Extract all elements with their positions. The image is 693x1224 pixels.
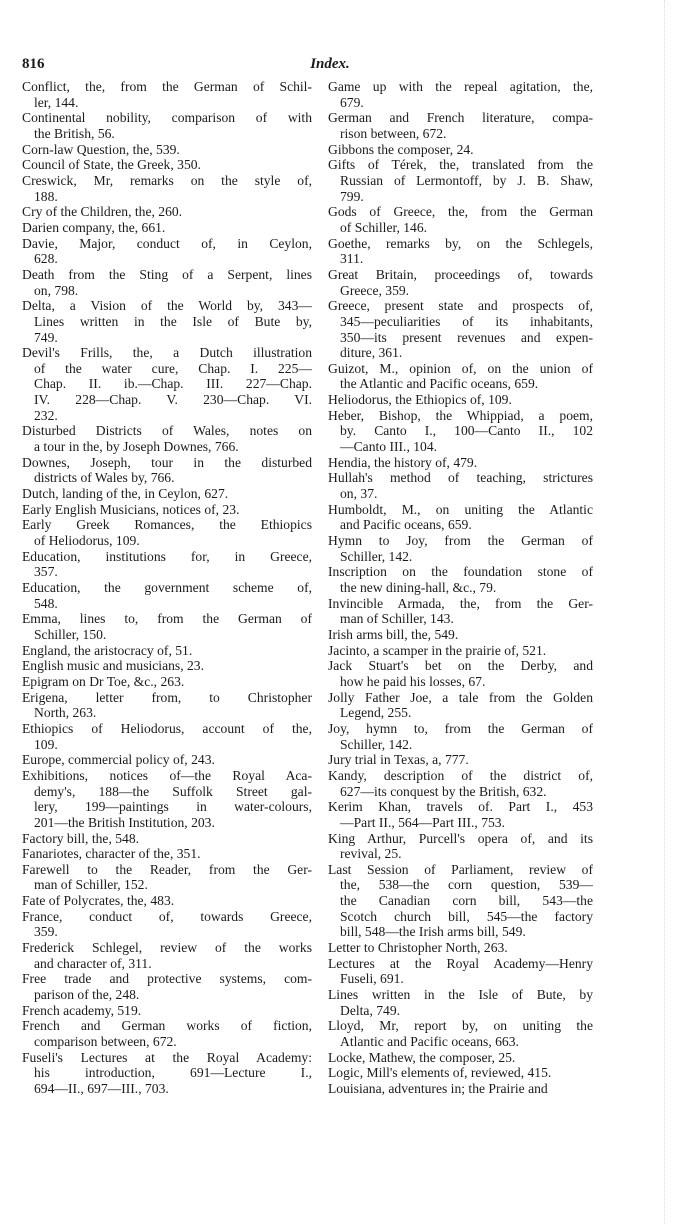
index-entry-heading-line: France, conduct of, towards Greece, [22,908,312,924]
index-entry-heading-line: Heber, Bishop, the Whippiad, a poem, [328,407,593,423]
index-entry-heading-line: Fate of Polycrates, the, 483. [22,893,175,909]
index-entry [22,110,312,141]
index-entry-continuation-line: Lines written in the Isle of Bute by, [34,313,312,329]
index-entry [328,204,593,235]
index-entry-continuation-line: Fuseli, 691. [340,971,404,987]
index-entry [22,752,312,768]
index-entry-heading-line: Devil's Frills, the, a Dutch illustration [22,345,312,361]
index-entry-heading-line: Free trade and protective systems, com- [22,971,312,987]
index-entry-continuation-line: 232. [34,407,58,423]
index-entry-heading-line: Last Session of Parliament, review of [328,861,593,877]
index-entry [328,236,593,267]
index-entry-heading-line: Invincible Armada, the, from the Ger- [328,595,593,611]
index-entry [328,831,593,862]
index-entry [328,470,593,501]
index-entry [328,721,593,752]
index-entry [22,846,312,862]
index-entry-heading-line: Gifts of Térek, the, translated from the [328,157,593,173]
index-entry-heading-line: Early Greek Romances, the Ethiopics [22,517,312,533]
index-entry-heading-line: Delta, a Vision of the World by, 343— [22,298,312,314]
index-entry-heading-line: Europe, commercial policy of, 243. [22,752,215,768]
index-entry-continuation-line: Greece, 359. [340,282,410,298]
index-entry-heading-line: Gibbons the composer, 24. [328,141,474,157]
index-entry [22,971,312,1002]
index-entry-continuation-line: Schiller, 142. [340,548,413,564]
index-entry-continuation-line: the, 538—the corn question, 539— [340,877,593,893]
index-entry-continuation-line: man of Schiller, 152. [34,877,148,893]
index-entry-heading-line: Hendia, the history of, 479. [328,454,478,470]
index-entry-continuation-line: rison between, 672. [340,125,447,141]
index-entry-continuation-line: lery, 199—paintings in water-colours, [34,799,312,815]
index-entry-heading-line: Logic, Mill's elements of, reviewed, 415. [328,1065,552,1081]
index-entry-heading-line: Fanariotes, character of the, 351. [22,846,201,862]
index-entry [328,110,593,141]
index-entry [22,1050,312,1097]
index-entry-continuation-line: parison of the, 248. [34,987,140,1003]
index-entry [328,267,593,298]
index-entry-heading-line: Fuseli's Lectures at the Royal Academy: [22,1049,312,1065]
index-entry-heading-line: England, the aristocracy of, 51. [22,642,193,658]
index-entry [22,643,312,659]
index-entry-heading-line: Lloyd, Mr, report by, on uniting the [328,1018,593,1034]
index-entry-continuation-line: Scotch church bill, 545—the factory [340,908,593,924]
index-entry-continuation-line: how he paid his losses, 67. [340,673,486,689]
index-entry-continuation-line: the British, 56. [34,125,115,141]
index-entry-continuation-line: diture, 361. [340,345,403,361]
index-entry [328,1065,593,1081]
index-entry [22,674,312,690]
index-entry-continuation-line: of Schiller, 146. [340,219,428,235]
index-entry-heading-line: Emma, lines to, from the German of [22,611,312,627]
index-entry-continuation-line: Russian of Lermontoff, by J. B. Shaw, [340,172,593,188]
page-number: 816 [22,56,45,72]
index-entry-heading-line: Great Britain, proceedings of, towards [328,266,593,282]
index-entry [22,423,312,454]
index-entry-heading-line: Hullah's method of teaching, strictures [328,470,593,486]
index-entry [22,893,312,909]
index-entry-heading-line: Inscription on the foundation stone of [328,564,593,580]
index-entry [22,831,312,847]
index-entry-continuation-line: 749. [34,329,58,345]
index-entry [22,298,312,345]
index-entry [328,533,593,564]
index-entry-continuation-line: his introduction, 691—Lecture I., [34,1065,312,1081]
index-entry-continuation-line: Schiller, 142. [340,736,413,752]
index-entry-heading-line: Irish arms bill, the, 549. [328,626,459,642]
index-entry [328,690,593,721]
index-entry [22,157,312,173]
index-entry-heading-line: Cry of the Children, the, 260. [22,204,183,220]
index-entry-heading-line: Farewell to the Reader, from the Ger- [22,861,312,877]
index-entry-heading-line: Jolly Father Joe, a tale from the Golden [328,689,593,705]
index-entry [22,204,312,220]
index-entry-heading-line: Jacinto, a scamper in the prairie of, 521. [328,642,547,658]
index-entry-heading-line: Darien company, the, 661. [22,219,166,235]
index-entry-continuation-line: 109. [34,736,58,752]
index-entry-heading-line: Kerim Khan, travels of. Part I., 453 [328,799,593,815]
index-entry [22,690,312,721]
index-entry [328,1081,593,1097]
index-entry-heading-line: Erigena, letter from, to Christopher [22,689,312,705]
index-entry [22,502,312,518]
index-entry-continuation-line: 311. [340,251,364,267]
running-title: Index. [310,56,350,72]
index-entry [22,220,312,236]
index-entry [328,392,593,408]
index-entry-heading-line: Council of State, the Greek, 350. [22,157,201,173]
index-entry-heading-line: Jack Stuart's bet on the Derby, and [328,658,593,674]
index-entry [328,658,593,689]
index-entry [328,408,593,455]
index-entry [328,940,593,956]
index-entry-continuation-line: IV. 228—Chap. V. 230—Chap. VI. [34,392,312,408]
index-entry-heading-line: Heliodorus, the Ethiopics of, 109. [328,392,512,408]
index-entry [328,799,593,830]
index-entry-heading-line: Kandy, description of the district of, [328,767,593,783]
index-entry-continuation-line: —Canto III., 104. [340,439,438,455]
index-entry-continuation-line: 345—peculiarities of its inhabitants, [340,313,593,329]
index-entry [22,909,312,940]
index-entry-heading-line: King Arthur, Purcell's opera of, and its [328,830,593,846]
index-entry-heading-line: Gods of Greece, the, from the German [328,204,593,220]
index-entry-heading-line: Downes, Joseph, tour in the disturbed [22,454,312,470]
index-entry-continuation-line: 201—the British Institution, 203. [34,814,215,830]
index-entry [22,611,312,642]
index-entry-heading-line: German and French literature, compa- [328,110,593,126]
index-entry-heading-line: Guizot, M., opinion of, on the union of [328,360,593,376]
index-entry [22,173,312,204]
index-entry-continuation-line: the Canadian corn bill, 543—the [340,893,593,909]
index-entry-heading-line: Creswick, Mr, remarks on the style of, [22,172,312,188]
index-entry-continuation-line: on, 798. [34,282,79,298]
index-entry-continuation-line: Schiller, 150. [34,626,107,642]
index-entry-heading-line: Factory bill, the, 548. [22,830,140,846]
index-entry-continuation-line: 679. [340,94,364,110]
index-entry-continuation-line: 357. [34,564,58,580]
index-entry-heading-line: Disturbed Districts of Wales, notes on [22,423,312,439]
index-entry-continuation-line: of the water cure, Chap. I. 225— [34,360,312,376]
index-entry [22,580,312,611]
index-entry-heading-line: Davie, Major, conduct of, in Ceylon, [22,235,312,251]
index-entry [22,658,312,674]
index-entry-continuation-line: districts of Wales by, 766. [34,470,175,486]
index-entry-continuation-line: 694—II., 697—III., 703. [34,1081,169,1096]
index-entry-continuation-line: 350—its present revenues and expen- [340,329,593,345]
index-entry-heading-line: Game up with the repeal agitation, the, [328,79,593,94]
index-entry-heading-line: French and German works of fiction, [22,1018,312,1034]
index-entry-heading-line: Hymn to Joy, from the German of [328,533,593,549]
index-entry-heading-line: Education, institutions for, in Greece, [22,548,312,564]
index-entry-continuation-line: on, 37. [340,486,378,502]
index-entry-heading-line: Louisiana, adventures in; the Prairie and [328,1081,548,1096]
index-entry [328,298,593,361]
index-entry [328,142,593,158]
index-entry-heading-line: Continental nobility, comparison of with [22,110,312,126]
index-entry-heading-line: Locke, Mathew, the composer, 25. [328,1049,516,1065]
index-entry [328,862,593,940]
index-entry-continuation-line: the new dining-hall, &c., 79. [340,580,497,595]
index-entry [328,79,593,110]
index-entry [22,486,312,502]
index-entry-continuation-line: Delta, 749. [340,1002,401,1018]
index-entry [22,1003,312,1019]
index-entry-continuation-line: 799. [340,188,364,204]
index-entry-continuation-line: a tour in the, by Joseph Downes, 766. [34,439,239,455]
index-entry-continuation-line: revival, 25. [340,846,402,862]
index-entry-heading-line: Exhibitions, notices of—the Royal Aca- [22,767,312,783]
index-entry-heading-line: Greece, present state and prospects of, [328,298,593,314]
index-entry-heading-line: Corn-law Question, the, 539. [22,141,180,157]
index-entry-continuation-line: and character of, 311. [34,955,152,971]
index-entry-heading-line: Letter to Christopher North, 263. [328,940,508,956]
index-entry-heading-line: Early English Musicians, notices of, 23. [22,501,240,517]
index-entry-continuation-line: 188. [34,188,58,204]
index-entry [22,236,312,267]
index-entry-continuation-line: 359. [34,924,58,940]
index-entry-heading-line: Conflict, the, from the German of Schil- [22,79,312,94]
index-entry-continuation-line: and Pacific oceans, 659. [340,517,472,533]
index-entry [22,455,312,486]
index-entry [328,1018,593,1049]
index-entry-heading-line: Dutch, landing of the, in Ceylon, 627. [22,486,229,502]
index-entry-continuation-line: Chap. II. ib.—Chap. III. 227—Chap. [34,376,312,392]
index-column-right [328,79,593,1097]
index-entry-continuation-line: Atlantic and Pacific oceans, 663. [340,1034,519,1050]
index-entry [328,956,593,987]
index-entry [328,361,593,392]
index-entry [328,157,593,204]
index-entry [22,940,312,971]
index-entry-heading-line: English music and musicians, 23. [22,658,204,674]
index-entry-heading-line: Lines written in the Isle of Bute, by [328,987,593,1003]
index-entry [22,267,312,298]
index-entry-continuation-line: the Atlantic and Pacific oceans, 659. [340,376,539,392]
index-column-left [22,79,312,1097]
index-entry [328,455,593,471]
index-entry [328,627,593,643]
index-entry-heading-line: Lectures at the Royal Academy—Henry [328,955,593,971]
index-entry-continuation-line: 627—its conquest by the British, 632. [340,783,547,799]
index-entry-heading-line: French academy, 519. [22,1002,142,1018]
index-entry-heading-line: Frederick Schlegel, review of the works [22,940,312,956]
index-entry-continuation-line: North, 263. [34,705,97,721]
index-entry [328,1050,593,1066]
index-entry-heading-line: Ethiopics of Heliodorus, account of the, [22,720,312,736]
index-entry [22,768,312,831]
index-entry-continuation-line: 548. [34,595,58,611]
index-entry-heading-line: Death from the Sting of a Serpent, lines [22,266,312,282]
index-entry-heading-line: Jury trial in Texas, a, 777. [328,752,469,768]
index-entry-continuation-line: man of Schiller, 143. [340,611,454,627]
index-entry [22,517,312,548]
page-edge [664,0,665,1224]
index-entry [328,752,593,768]
index-entry [22,549,312,580]
index-entry [328,502,593,533]
index-entry-continuation-line: demy's, 188—the Suffolk Street gal- [34,783,312,799]
index-entry [22,345,312,423]
index-entry-continuation-line: 628. [34,251,58,267]
index-entry [22,79,312,110]
index-entry-continuation-line: by. Canto I., 100—Canto II., 102 [340,423,593,439]
index-entry [22,862,312,893]
index-entry-continuation-line: —Part II., 564—Part III., 753. [340,814,505,830]
index-entry [328,643,593,659]
index-entry-heading-line: Goethe, remarks by, on the Schlegels, [328,235,593,251]
index-entry-heading-line: Epigram on Dr Toe, &c., 263. [22,673,185,689]
index-entry-heading-line: Education, the government scheme of, [22,580,312,595]
index-entry [328,596,593,627]
index-entry [328,987,593,1018]
index-entry-continuation-line: Legend, 255. [340,705,412,721]
index-entry [22,142,312,158]
index-entry-continuation-line: ler, 144. [34,94,79,110]
index-entry-continuation-line: of Heliodorus, 109. [34,533,140,549]
index-entry-continuation-line: bill, 548—the Irish arms bill, 549. [340,924,526,940]
index-entry [22,1018,312,1049]
index-entry [22,721,312,752]
index-entry [328,768,593,799]
index-entry-heading-line: Humboldt, M., on uniting the Atlantic [328,501,593,517]
index-entry [328,564,593,595]
index-entry-heading-line: Joy, hymn to, from the German of [328,720,593,736]
index-entry-continuation-line: comparison between, 672. [34,1034,177,1050]
